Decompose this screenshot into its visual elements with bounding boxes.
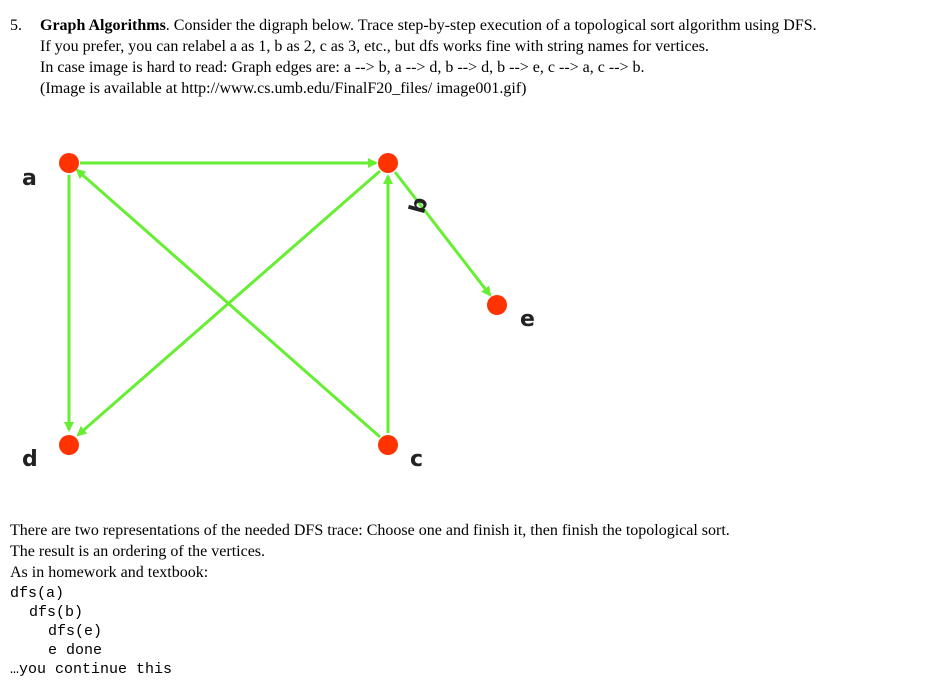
node-label-c: c [410, 447, 424, 472]
trace-line-3: dfs(e) [48, 623, 103, 640]
question-title: Graph Algorithms [40, 17, 166, 34]
trace-line-4: e done [48, 642, 103, 659]
question-line-3: In case image is hard to read: Graph edges are: a --> b, a --> d, b --> d, b --> e, c --> a, c --> b. [40, 59, 645, 76]
labels-group [22, 166, 535, 472]
node-label-e: e [520, 307, 535, 332]
node-label-d: d [22, 447, 38, 472]
edge-b-e [395, 172, 490, 295]
digraph-figure [0, 120, 600, 490]
trace-line-5: …you continue this [10, 661, 173, 678]
node-c [378, 435, 398, 455]
instructions-line-3: As in homework and textbook: [10, 564, 209, 581]
instructions-line-2: The result is an ordering of the vertices. [10, 543, 266, 560]
trace-line-1: dfs(a) [10, 585, 65, 602]
question-block [10, 15, 940, 99]
node-a [59, 153, 79, 173]
node-label-a: a [22, 166, 37, 191]
question-body [40, 15, 940, 99]
node-b [378, 153, 398, 173]
node-label-b: b [405, 194, 434, 217]
dfs-trace [10, 584, 172, 679]
question-line-4: (Image is available at http://www.cs.umb.edu/FinalF20_files/ image001.gif) [40, 80, 527, 97]
question-line-1-text: . Consider the digraph below. Trace step-by-step execution of a topological sort algorithm using DFS. [165, 17, 817, 34]
instructions-line-1: There are two representations of the needed DFS trace: Choose one and finish it, then finish the topological sort. [10, 522, 730, 539]
trace-line-2: dfs(b) [29, 604, 84, 621]
node-e [487, 295, 507, 315]
instructions-block [10, 520, 940, 583]
question-line-2: If you prefer, you can relabel a as 1, b as 2, c as 3, etc., but dfs works fine with string names for vertices. [40, 38, 709, 55]
node-d [59, 435, 79, 455]
question-number: 5. [10, 17, 22, 34]
question-line-1 [40, 15, 940, 36]
nodes-group [59, 153, 507, 455]
